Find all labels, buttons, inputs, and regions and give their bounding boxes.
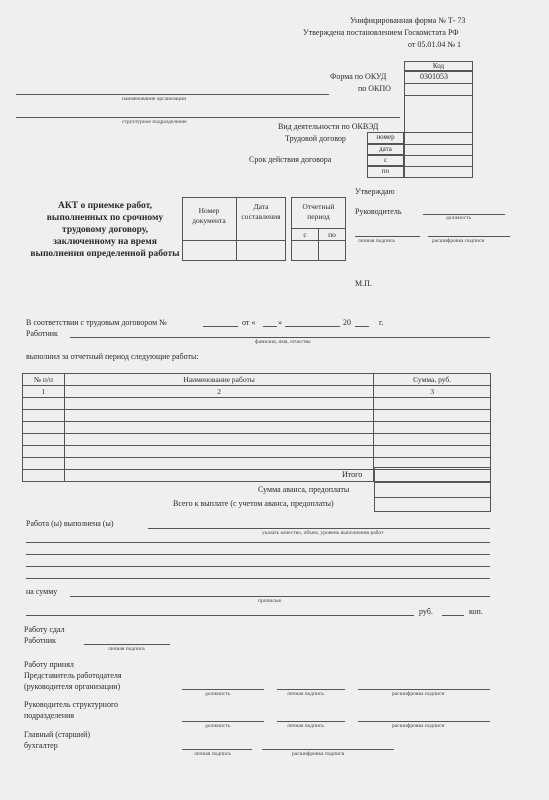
division-decode-caption: расшифровка подписи — [392, 723, 445, 729]
contract-from: от « — [242, 318, 256, 327]
table-row — [23, 422, 491, 434]
accepted-label-2: Представитель работодателя — [24, 671, 122, 680]
table-row — [23, 446, 491, 458]
employer-signature-line[interactable] — [277, 689, 345, 690]
contract-number-label: номер — [367, 132, 404, 144]
handed-signature-line[interactable] — [84, 644, 170, 645]
accepted-label-1: Работу принял — [24, 660, 74, 669]
table-row — [23, 434, 491, 446]
approve-label: Утверждаю — [355, 187, 395, 196]
quality-caption: указать качество, объем, уровень выполнения работ — [262, 530, 384, 536]
period-header: Отчетный период — [302, 202, 335, 221]
worker-line[interactable] — [70, 337, 490, 338]
col-sum-index: 3 — [374, 386, 491, 398]
head-signature-line[interactable] — [355, 236, 420, 237]
division-head-label-1: Руководитель структурного — [24, 700, 119, 709]
head-signature-caption: личная подпись — [358, 238, 395, 244]
head-label: Руководитель — [355, 207, 402, 216]
division-signature-caption: личная подпись — [287, 723, 324, 729]
totals-box[interactable] — [374, 467, 491, 512]
year-suffix: г. — [379, 318, 384, 327]
quality-label: Работа (ы) выполнена (ы) — [26, 519, 114, 528]
stamp-label: М.П. — [355, 279, 372, 288]
accountant-signature-line[interactable] — [182, 749, 252, 750]
quality-line-3[interactable] — [26, 554, 490, 555]
quote-close: » — [278, 318, 282, 327]
org-caption: наименование организации — [122, 96, 187, 102]
employer-decode-caption: расшифровка подписи — [392, 691, 445, 697]
term-from-label: с — [367, 155, 404, 166]
code-box — [404, 71, 473, 178]
contract-month-line[interactable] — [285, 326, 340, 327]
division-decode-line[interactable] — [358, 721, 490, 722]
sum-line-2[interactable] — [26, 615, 414, 616]
okpo-label: по ОКПО — [358, 84, 391, 93]
according-label: В соответствии с трудовым договором № — [26, 318, 167, 327]
okud-value: 0301053 — [420, 72, 448, 81]
contract-date-label: дата — [367, 144, 404, 155]
division-position-line[interactable] — [182, 721, 264, 722]
accountant-label-2: бухгалтер — [24, 741, 58, 750]
col-number-index: 1 — [23, 386, 65, 398]
employer-position-caption: должность — [205, 691, 231, 697]
act-title: АКТ о приемке работ, выполненных по срочному трудовому договору, заключенному на время выполнения определенной работы — [30, 201, 180, 259]
accepted-label-3: (руководителя организации) — [24, 682, 121, 691]
accountant-decode-caption: расшифровка подписи — [292, 751, 345, 757]
accountant-signature-caption: личная подпись — [194, 751, 231, 757]
to-pay-label: Всего к выплате (с учетом аванса, предоплаты) — [173, 499, 334, 508]
form-name: Унифицированная форма № Т- 73 — [350, 16, 466, 25]
head-position-caption: должность — [446, 215, 472, 221]
employer-position-line[interactable] — [182, 689, 264, 690]
division-head-label-2: подразделения — [24, 711, 75, 720]
contract-day-line[interactable] — [263, 326, 277, 327]
accountant-decode-line[interactable] — [262, 749, 394, 750]
col-name-header: Наименование работы — [64, 374, 373, 386]
employer-signature-caption: личная подпись — [287, 691, 324, 697]
head-decode-caption: расшифровка подписи — [432, 238, 485, 244]
doc-number-header: Номер документа — [192, 206, 226, 225]
advance-label: Сумма аванса, предоплаты — [258, 485, 350, 494]
worker-label: Работник — [26, 329, 58, 338]
quality-line-5[interactable] — [26, 578, 490, 579]
sum-line[interactable] — [70, 596, 490, 597]
term-to-label: по — [367, 166, 404, 178]
approved-line: Утверждена постановлением Госкомстата РФ — [303, 28, 459, 37]
kop-line[interactable] — [442, 615, 464, 616]
contract-label: Трудовой договор — [285, 134, 346, 143]
table-row — [23, 410, 491, 422]
quality-line[interactable] — [148, 528, 490, 529]
quality-line-2[interactable] — [26, 542, 490, 543]
employer-decode-line[interactable] — [358, 689, 490, 690]
quality-line-4[interactable] — [26, 566, 490, 567]
head-decode-line[interactable] — [428, 236, 510, 237]
table-row — [23, 398, 491, 410]
handed-label-2: Работник — [24, 636, 56, 645]
org-line[interactable] — [16, 94, 329, 95]
handed-label-1: Работу сдал — [24, 625, 65, 634]
sum-caption: прописью — [258, 598, 282, 604]
period-to: по — [328, 230, 336, 239]
accountant-label-1: Главный (старший) — [24, 730, 91, 739]
term-label: Срок действия договора — [249, 155, 332, 164]
col-name-index: 2 — [64, 386, 373, 398]
performed-label: выполнил за отчетный период следующие работы: — [26, 352, 199, 361]
approved-date: от 05.01.04 № 1 — [408, 40, 462, 49]
contract-number-line[interactable] — [203, 326, 238, 327]
division-line[interactable] — [16, 117, 400, 118]
division-position-caption: должность — [205, 723, 231, 729]
year-prefix: 20 — [343, 318, 351, 327]
work-table — [22, 373, 491, 482]
period-from: с — [303, 230, 307, 239]
kop-label: коп. — [469, 607, 483, 616]
division-caption: структурное подразделение — [122, 119, 187, 125]
okved-label: Вид деятельности по ОКВЭД — [278, 122, 379, 131]
code-header: Код — [404, 61, 473, 71]
okud-label: Форма по ОКУД — [330, 72, 387, 81]
sum-label: на сумму — [26, 587, 58, 596]
handed-signature-caption: личная подпись — [108, 646, 145, 652]
contract-year-line[interactable] — [355, 326, 369, 327]
total-label: Итого — [342, 470, 363, 479]
doc-date-header: Дата составления — [241, 202, 281, 221]
col-number-header: № п/п — [23, 374, 65, 386]
rub-label: руб. — [419, 607, 433, 616]
division-signature-line[interactable] — [277, 721, 345, 722]
col-sum-header: Сумма, руб. — [374, 374, 491, 386]
fio-caption: фамилия, имя, отчество — [255, 339, 311, 345]
